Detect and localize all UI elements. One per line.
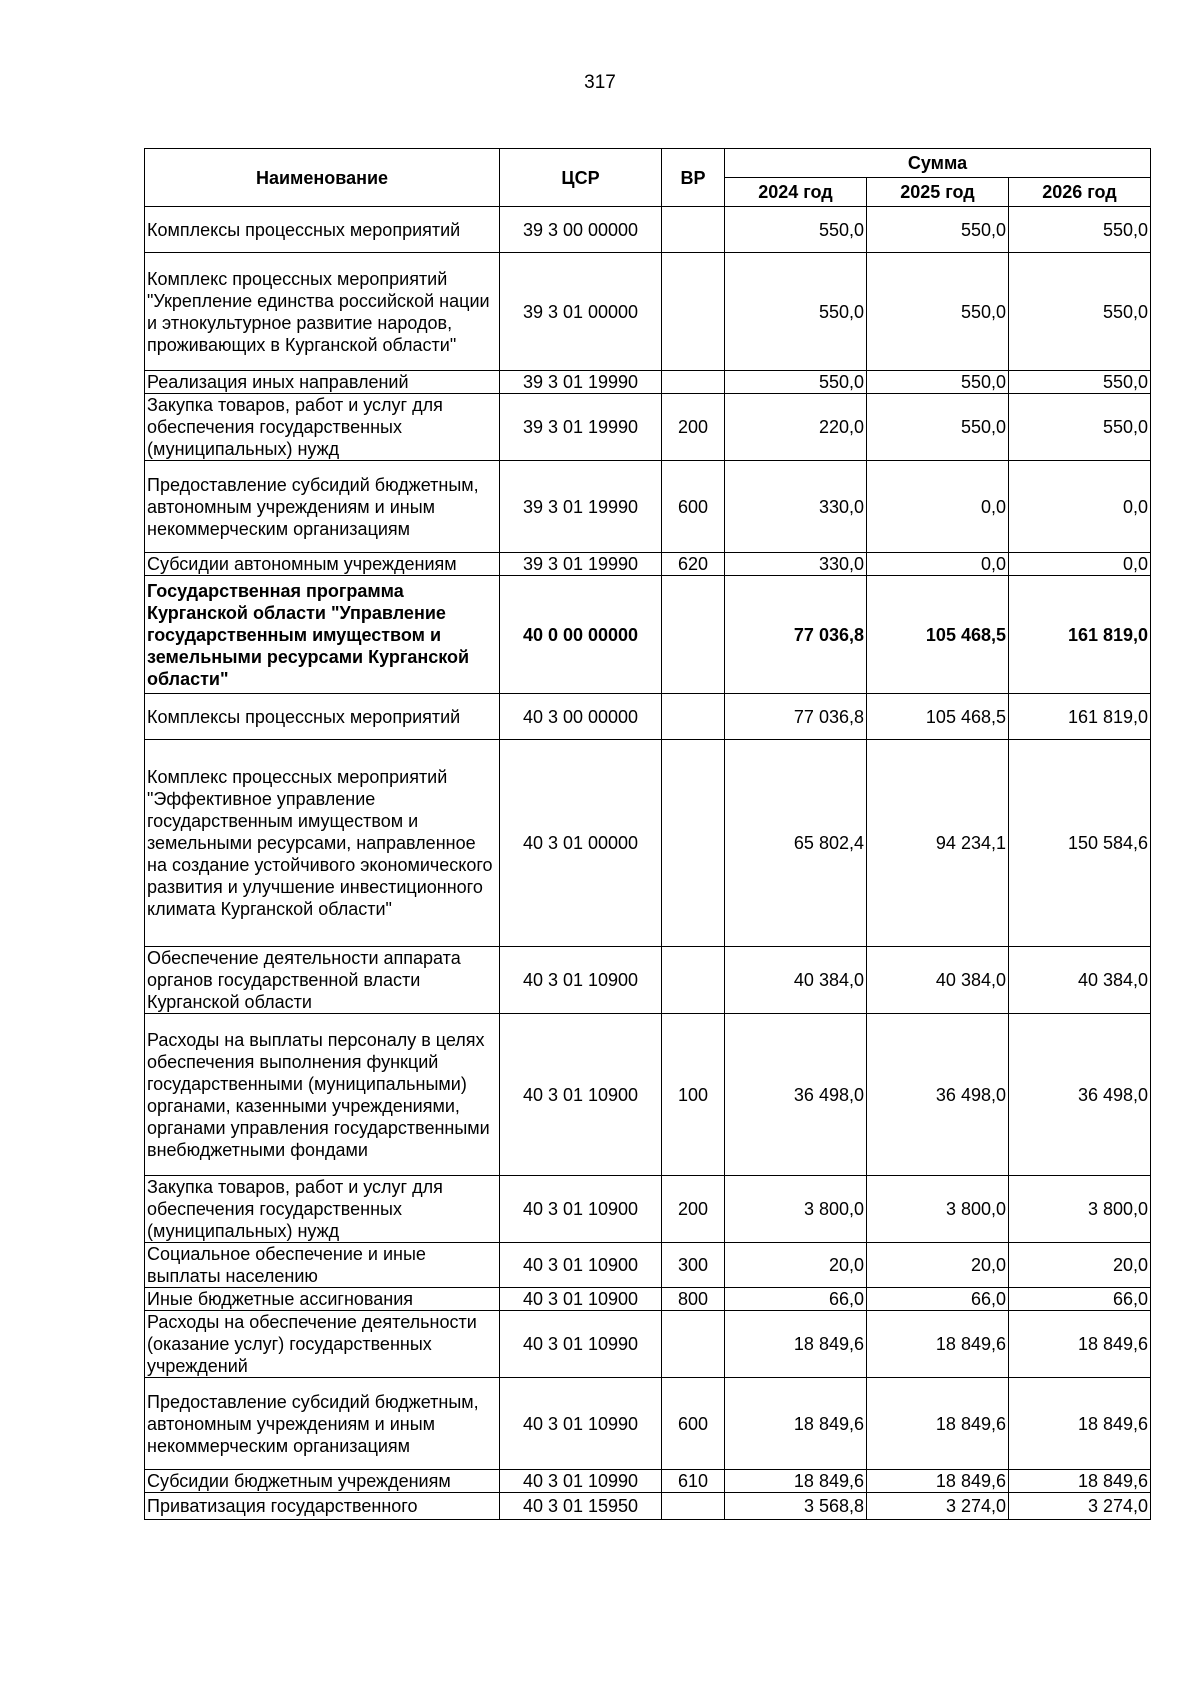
- cell-csr: 40 3 01 10990: [500, 1470, 662, 1493]
- cell-sum-2024: 18 849,6: [725, 1311, 867, 1378]
- cell-sum-2025: 66,0: [867, 1288, 1009, 1311]
- cell-csr: 39 3 01 19990: [500, 394, 662, 461]
- cell-sum-2024: 36 498,0: [725, 1014, 867, 1176]
- table-row: [145, 1243, 1151, 1288]
- cell-vr: 600: [662, 461, 725, 553]
- cell-name: Иные бюджетные ассигнования: [145, 1288, 500, 1311]
- table-body: [145, 207, 1151, 1520]
- cell-sum-2024: 77 036,8: [725, 694, 867, 740]
- cell-csr: 40 3 01 10900: [500, 1288, 662, 1311]
- cell-sum-2026: 161 819,0: [1009, 576, 1151, 694]
- cell-vr: 610: [662, 1470, 725, 1493]
- table-row: [145, 207, 1151, 253]
- page-number: 317: [584, 72, 616, 93]
- table-row: [145, 394, 1151, 461]
- cell-name: Предоставление субсидий бюджетным, автономным учреждениям и иным некоммерческим организациям: [145, 461, 500, 553]
- cell-sum-2025: 550,0: [867, 371, 1009, 394]
- cell-vr: [662, 371, 725, 394]
- cell-vr: [662, 694, 725, 740]
- cell-sum-2025: 550,0: [867, 394, 1009, 461]
- cell-sum-2025: 3 800,0: [867, 1176, 1009, 1243]
- cell-sum-2026: 150 584,6: [1009, 740, 1151, 947]
- cell-vr: [662, 253, 725, 371]
- cell-csr: 40 3 00 00000: [500, 694, 662, 740]
- cell-sum-2025: 105 468,5: [867, 576, 1009, 694]
- cell-vr: [662, 576, 725, 694]
- cell-sum-2026: 18 849,6: [1009, 1378, 1151, 1470]
- cell-sum-2025: 36 498,0: [867, 1014, 1009, 1176]
- cell-name: Приватизация государственного: [145, 1493, 500, 1520]
- table-row: [145, 371, 1151, 394]
- cell-sum-2026: 3 274,0: [1009, 1493, 1151, 1520]
- cell-sum-2025: 18 849,6: [867, 1378, 1009, 1470]
- cell-sum-2024: 77 036,8: [725, 576, 867, 694]
- cell-vr: 200: [662, 1176, 725, 1243]
- cell-name: Расходы на обеспечение деятельности (оказание услуг) государственных учреждений: [145, 1311, 500, 1378]
- cell-name: Закупка товаров, работ и услуг для обеспечения государственных (муниципальных) нужд: [145, 1176, 500, 1243]
- cell-csr: 40 3 01 10900: [500, 1176, 662, 1243]
- cell-name: Предоставление субсидий бюджетным, автономным учреждениям и иным некоммерческим организациям: [145, 1378, 500, 1470]
- table-row: [145, 1378, 1151, 1470]
- cell-sum-2024: 550,0: [725, 253, 867, 371]
- cell-sum-2026: 18 849,6: [1009, 1470, 1151, 1493]
- cell-sum-2026: 550,0: [1009, 207, 1151, 253]
- cell-csr: 40 3 01 00000: [500, 740, 662, 947]
- table-row: [145, 1311, 1151, 1378]
- header-csr: ЦСР: [500, 149, 662, 207]
- cell-vr: [662, 1311, 725, 1378]
- cell-sum-2025: 18 849,6: [867, 1470, 1009, 1493]
- cell-sum-2026: 3 800,0: [1009, 1176, 1151, 1243]
- header-year-2024: 2024 год: [725, 178, 867, 207]
- cell-csr: 40 3 01 10990: [500, 1378, 662, 1470]
- cell-csr: 40 3 01 10900: [500, 947, 662, 1014]
- cell-name: Социальное обеспечение и иные выплаты населению: [145, 1243, 500, 1288]
- cell-sum-2026: 550,0: [1009, 253, 1151, 371]
- cell-sum-2024: 330,0: [725, 461, 867, 553]
- cell-sum-2025: 94 234,1: [867, 740, 1009, 947]
- table-row: [145, 461, 1151, 553]
- cell-sum-2024: 330,0: [725, 553, 867, 576]
- cell-sum-2024: 18 849,6: [725, 1378, 867, 1470]
- cell-csr: 39 3 01 19990: [500, 461, 662, 553]
- cell-csr: 40 0 00 00000: [500, 576, 662, 694]
- cell-sum-2024: 220,0: [725, 394, 867, 461]
- cell-csr: 40 3 01 10900: [500, 1243, 662, 1288]
- cell-csr: 40 3 01 15950: [500, 1493, 662, 1520]
- cell-vr: [662, 1493, 725, 1520]
- cell-sum-2025: 105 468,5: [867, 694, 1009, 740]
- cell-sum-2025: 550,0: [867, 207, 1009, 253]
- table-row: [145, 1176, 1151, 1243]
- cell-sum-2025: 3 274,0: [867, 1493, 1009, 1520]
- cell-sum-2024: 3 800,0: [725, 1176, 867, 1243]
- header-year-2025: 2025 год: [867, 178, 1009, 207]
- cell-name: Реализация иных направлений: [145, 371, 500, 394]
- budget-table: [144, 148, 1151, 1520]
- cell-sum-2024: 40 384,0: [725, 947, 867, 1014]
- table-row: [145, 1014, 1151, 1176]
- cell-sum-2025: 18 849,6: [867, 1311, 1009, 1378]
- cell-vr: 200: [662, 394, 725, 461]
- cell-vr: [662, 207, 725, 253]
- header-sum: Сумма: [725, 149, 1151, 178]
- table-row: [145, 553, 1151, 576]
- cell-name: Государственная программа Курганской области "Управление государственным имуществом и земельными ресурсами Курганской области": [145, 576, 500, 694]
- cell-name: Комплекс процессных мероприятий "Эффективное управление государственным имуществом и земельными ресурсами, направленное на создание устойчивого экономического развития и улучшение инвестиционного климата Курганской области": [145, 740, 500, 947]
- cell-sum-2024: 65 802,4: [725, 740, 867, 947]
- cell-sum-2025: 20,0: [867, 1243, 1009, 1288]
- cell-sum-2025: 40 384,0: [867, 947, 1009, 1014]
- cell-name: Закупка товаров, работ и услуг для обеспечения государственных (муниципальных) нужд: [145, 394, 500, 461]
- cell-sum-2026: 36 498,0: [1009, 1014, 1151, 1176]
- cell-sum-2024: 66,0: [725, 1288, 867, 1311]
- cell-name: Обеспечение деятельности аппарата органов государственной власти Курганской области: [145, 947, 500, 1014]
- cell-sum-2024: 3 568,8: [725, 1493, 867, 1520]
- cell-csr: 39 3 01 19990: [500, 553, 662, 576]
- table-row: [145, 947, 1151, 1014]
- cell-vr: 100: [662, 1014, 725, 1176]
- cell-name: Комплексы процессных мероприятий: [145, 207, 500, 253]
- cell-sum-2026: 18 849,6: [1009, 1311, 1151, 1378]
- cell-name: Комплексы процессных мероприятий: [145, 694, 500, 740]
- cell-sum-2026: 20,0: [1009, 1243, 1151, 1288]
- cell-sum-2024: 550,0: [725, 371, 867, 394]
- header-name: Наименование: [145, 149, 500, 207]
- header-year-2026: 2026 год: [1009, 178, 1151, 207]
- cell-sum-2026: 0,0: [1009, 553, 1151, 576]
- cell-sum-2026: 550,0: [1009, 394, 1151, 461]
- cell-name: Расходы на выплаты персоналу в целях обеспечения выполнения функций государственными (муниципальными) органами, казенными учреждениями, органами управления государственными внебюджетными фондами: [145, 1014, 500, 1176]
- cell-vr: 300: [662, 1243, 725, 1288]
- cell-sum-2026: 40 384,0: [1009, 947, 1151, 1014]
- cell-sum-2026: 0,0: [1009, 461, 1151, 553]
- table-row: [145, 694, 1151, 740]
- cell-sum-2024: 550,0: [725, 207, 867, 253]
- table-header: [145, 149, 1151, 207]
- table-row: [145, 253, 1151, 371]
- table-row: [145, 1493, 1151, 1520]
- cell-sum-2024: 20,0: [725, 1243, 867, 1288]
- table-row: [145, 576, 1151, 694]
- cell-csr: 40 3 01 10900: [500, 1014, 662, 1176]
- cell-sum-2026: 66,0: [1009, 1288, 1151, 1311]
- table-row: [145, 1470, 1151, 1493]
- cell-name: Субсидии автономным учреждениям: [145, 553, 500, 576]
- cell-vr: 600: [662, 1378, 725, 1470]
- table-row: [145, 1288, 1151, 1311]
- cell-vr: [662, 947, 725, 1014]
- cell-sum-2026: 550,0: [1009, 371, 1151, 394]
- header-vr: ВР: [662, 149, 725, 207]
- cell-vr: 620: [662, 553, 725, 576]
- cell-name: Комплекс процессных мероприятий "Укрепление единства российской нации и этнокультурное развитие народов, проживающих в Курганской области": [145, 253, 500, 371]
- cell-sum-2025: 0,0: [867, 461, 1009, 553]
- cell-vr: 800: [662, 1288, 725, 1311]
- table-row: [145, 740, 1151, 947]
- cell-sum-2026: 161 819,0: [1009, 694, 1151, 740]
- cell-name: Субсидии бюджетным учреждениям: [145, 1470, 500, 1493]
- cell-vr: [662, 740, 725, 947]
- cell-csr: 39 3 00 00000: [500, 207, 662, 253]
- cell-csr: 39 3 01 00000: [500, 253, 662, 371]
- cell-csr: 40 3 01 10990: [500, 1311, 662, 1378]
- cell-sum-2025: 550,0: [867, 253, 1009, 371]
- cell-sum-2024: 18 849,6: [725, 1470, 867, 1493]
- cell-sum-2025: 0,0: [867, 553, 1009, 576]
- cell-csr: 39 3 01 19990: [500, 371, 662, 394]
